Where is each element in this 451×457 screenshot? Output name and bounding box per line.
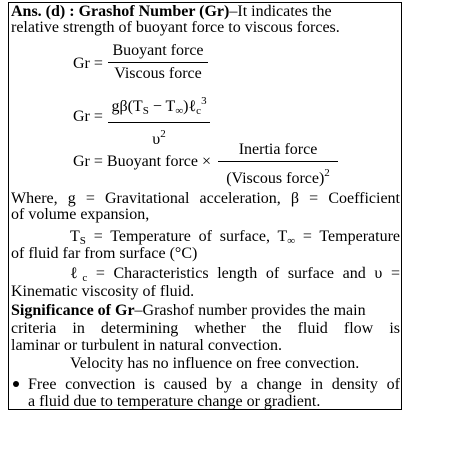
eq2-fraction — [108, 92, 210, 149]
significance-rest: –Grashof number provides the main — [134, 302, 366, 319]
lc-line-2: Kinematic viscosity of fluid. — [11, 283, 195, 300]
eq2-num-s: S — [142, 105, 149, 117]
where-line-1: Where, g = Gravitational acceleration, β = Coefficient — [11, 190, 400, 207]
ts-symbol: T — [70, 228, 80, 245]
heading-line-2: relative strength of buoyant force to viscous forces. — [11, 19, 340, 36]
eq1-denominator: Viscous force — [114, 65, 202, 82]
eq1-fraction — [108, 42, 208, 83]
significance-line-2: criteria in determining whether the fluid flow is — [11, 320, 400, 337]
eq2-numerator — [108, 92, 210, 120]
eq2-num-inf: ∞ — [175, 105, 184, 117]
significance-line-3: laminar or turbulent in natural convection. — [11, 337, 283, 354]
where-line-2: of volume expansion, — [11, 206, 150, 223]
significance-line-1 — [11, 302, 400, 320]
eq2-den-a: υ — [152, 131, 161, 148]
eq3-fraction — [218, 141, 338, 188]
significance-label: Significance of Gr — [11, 302, 135, 319]
lc-desc: = Characteristics length of surface and υ = — [87, 265, 400, 282]
eq2-denominator — [108, 125, 210, 149]
eq3-denominator — [218, 164, 338, 188]
eq1-fraction-bar — [108, 62, 208, 63]
eq3-fraction-bar — [218, 161, 338, 162]
eq3-den-sq: 2 — [324, 167, 330, 179]
bullet-line-1: Free convection is caused by a change in density of — [28, 376, 400, 393]
tinf-sub: ∞ — [287, 235, 296, 247]
eq2-num-c: )ℓ — [183, 98, 197, 115]
eq2-num-cube: 3 — [201, 95, 207, 107]
heading-intro: –It indicates the — [229, 3, 332, 20]
significance-line-4: Velocity has no influence on free convection. — [70, 355, 360, 372]
eq1-numerator: Buoyant force — [112, 42, 204, 59]
eq3-den-a: (Viscous force) — [226, 170, 325, 187]
lc-symbol: ℓ — [70, 265, 83, 282]
answer-label: Ans. (d) : Grashof Number (Gr) — [11, 3, 230, 20]
ts-sub: S — [79, 235, 86, 247]
eq3-numerator: Inertia force — [238, 141, 318, 158]
eq2-num-a: gβ(T — [111, 98, 143, 115]
eq2-den-sq: 2 — [160, 128, 166, 140]
tinf-desc: = Temperature — [295, 228, 401, 245]
bullet-line-2: a fluid due to temperature change or gradient. — [28, 393, 321, 410]
ts-desc: = Temperature of surface, T — [85, 228, 288, 245]
bullet-icon — [13, 381, 19, 387]
lc-sub: c — [82, 272, 88, 284]
eq3-lhs: Gr = Buoyant force × — [73, 153, 212, 170]
eq2-num-b: − T — [148, 98, 176, 115]
ts-line-2: of fluid far from surface (°C) — [11, 245, 198, 262]
eq1-lhs: Gr = — [73, 55, 103, 72]
eq2-lhs: Gr = — [73, 108, 103, 125]
eq2-fraction-bar — [108, 122, 210, 123]
eq2-num-csub: c — [196, 105, 202, 117]
